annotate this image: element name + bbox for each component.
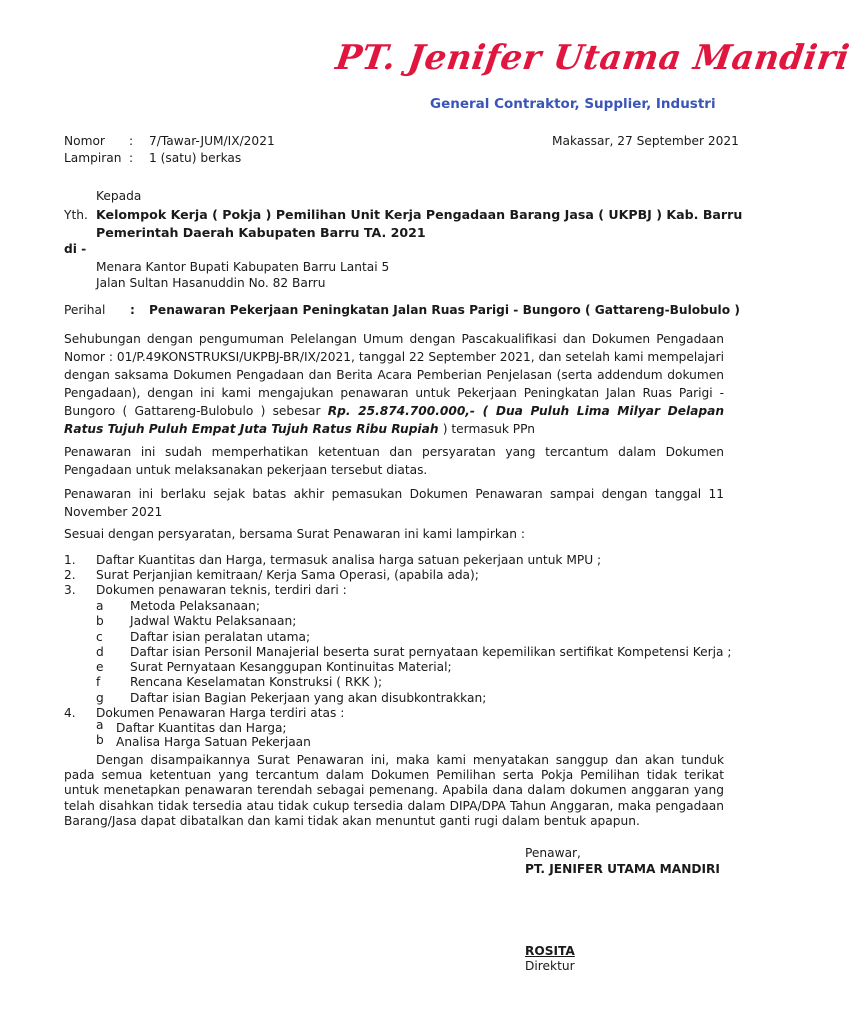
list-item: Daftar Kuantitas dan Harga, termasuk analisa harga satuan pekerjaan untuk MPU ; [96, 553, 602, 567]
perihal-value: Penawaran Pekerjaan Peningkatan Jalan Ruas Parigi - Bungoro ( Gattareng-Bulobulo ) [149, 303, 740, 317]
sub-item: Daftar isian Bagian Pekerjaan yang akan disubkontrakkan; [130, 691, 487, 705]
paragraph-intro [64, 330, 724, 438]
sub-item-letter: d [96, 645, 104, 659]
intro-text: Sehubungan dengan pengumuman Pelelangan Umum dengan Pascakualifikasi dan Dokumen Pengadaan Nomor : 01/P.49KONSTRUKSI/UKPBJ-BR/IX/2021, tanggal 22 September 2021, dan setelah kami mempelajari dengan saksama Dokumen Pengadaan dan Berita Acara Pemberian Penjelasan (serta addendum dokumen Pengadaan), dengan ini kami mengajukan penawaran untuk Pekerjaan Peningkatan Jalan Ruas Parigi - Bungoro ( Gattareng-Bulobulo ) sebesar [64, 332, 724, 418]
sub-item-letter: a [96, 599, 104, 613]
signer-name: ROSITA [525, 944, 575, 958]
nomor-colon: : [129, 134, 134, 148]
sub-item-letter: f [96, 675, 101, 689]
paragraph-closing: Dengan disampaikannya Surat Penawaran ini, maka kami menyatakan sanggup dan akan tunduk pada semua ketentuan yang tercantum dalam Dokumen Pemilihan serta Pokja Pemilihan tidak terikat untuk menetapkan penawaran terendah sebagai pemenang. Apabila dana dalam dokumen anggaran yang telah disahkan tidak tersedia atau tidak cukup tersedia dalam DIPA/DPA Tahun Anggaran, maka pengadaan Barang/Jasa dapat dibatalkan dan kami tidak akan menuntut ganti rugi dalam bentuk apapun. [64, 753, 724, 828]
offer-amount: Rp. 25.874.700.000,- ( Dua Puluh Lima Milyar Delapan Ratus Tujuh Puluh Empat Juta Tujuh Ratus Ribu Rupiah [64, 404, 725, 436]
sub-item: Surat Pernyataan Kesanggupan Kontinuitas Material; [130, 660, 452, 674]
sub-item: Daftar Kuantitas dan Harga; [116, 721, 287, 735]
address-line-1: Menara Kantor Bupati Kabupaten Barru Lantai 5 [96, 260, 390, 274]
sender-label: Penawar, [525, 846, 581, 860]
lampiran-colon: : [129, 151, 134, 165]
list-item-number: 3. [64, 583, 76, 597]
list-item-number: 4. [64, 706, 76, 720]
sub-item: Daftar isian peralatan utama; [130, 630, 311, 644]
sub-item-letter: c [96, 630, 103, 644]
sub-item: Analisa Harga Satuan Pekerjaan [116, 735, 311, 749]
lampiran-value: 1 (satu) berkas [149, 151, 242, 165]
yth-label: Yth. [64, 208, 88, 222]
list-item-number: 2. [64, 568, 76, 582]
perihal-colon: : [130, 303, 135, 317]
list-item: Surat Perjanjian kemitraan/ Kerja Sama Operasi, (apabila ada); [96, 568, 479, 582]
paragraph-validity: Penawaran ini berlaku sejak batas akhir pemasukan Dokumen Penawaran sampai dengan tanggal 11 November 2021 [64, 487, 724, 519]
company-logo-text: PT. Jenifer Utama Mandiri [333, 38, 852, 78]
perihal-label: Perihal [64, 303, 106, 317]
place-date: Makassar, 27 September 2021 [552, 134, 739, 148]
paragraph-attachments-intro: Sesuai dengan persyaratan, bersama Surat Penawaran ini kami lampirkan : [64, 527, 525, 541]
sub-item-letter: e [96, 660, 104, 674]
sub-item-letter: a [96, 718, 104, 732]
lampiran-label: Lampiran [64, 151, 122, 165]
sub-item-letter: g [96, 691, 104, 705]
sub-item: Rencana Keselamatan Konstruksi ( RKK ); [130, 675, 383, 689]
list-item-number: 1. [64, 553, 76, 567]
sender-company: PT. JENIFER UTAMA MANDIRI [525, 862, 720, 876]
recipient-line-2: Pemerintah Daerah Kabupaten Barru TA. 2021 [96, 225, 426, 240]
intro-tail: ) termasuk PPn [442, 422, 536, 436]
list-item: Dokumen Penawaran Harga terdiri atas : [96, 706, 345, 720]
sub-item-letter: b [96, 733, 104, 747]
sub-item: Metoda Pelaksanaan; [130, 599, 260, 613]
recipient-line-1: Kelompok Kerja ( Pokja ) Pemilihan Unit Kerja Pengadaan Barang Jasa ( UKPBJ ) Kab. Barru [96, 207, 743, 222]
nomor-label: Nomor [64, 134, 105, 148]
address-line-2: Jalan Sultan Hasanuddin No. 82 Barru [96, 276, 326, 290]
company-tagline: General Contraktor, Supplier, Industri [430, 96, 716, 112]
sub-item: Daftar isian Personil Manajerial beserta surat pernyataan kepemilikan sertifikat Kompetensi Kerja ; [130, 645, 732, 659]
sub-item: Jadwal Waktu Pelaksanaan; [130, 614, 297, 628]
sub-item-letter: b [96, 614, 104, 628]
list-item: Dokumen penawaran teknis, terdiri dari : [96, 583, 347, 597]
paragraph-compliance: Penawaran ini sudah memperhatikan ketentuan dan persyaratan yang tercantum dalam Dokumen Pengadaan untuk melaksanakan pekerjaan tersebut diatas. [64, 445, 724, 477]
kepada-label: Kepada [96, 189, 142, 203]
di-label: di - [64, 242, 87, 256]
signer-title: Direktur [525, 959, 575, 973]
nomor-value: 7/Tawar-JUM/IX/2021 [149, 134, 275, 148]
